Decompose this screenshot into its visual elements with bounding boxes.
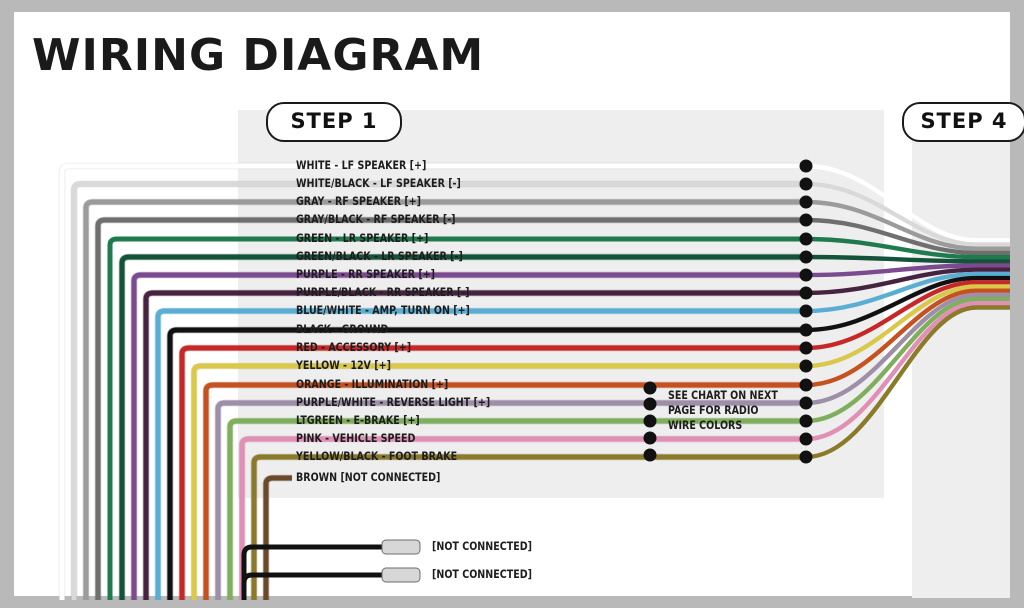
wire-terminal-dot xyxy=(800,379,813,392)
wire-label: PURPLE - RR SPEAKER [+] xyxy=(296,267,436,281)
note-terminal-dot xyxy=(644,382,657,395)
wire-label: GRAY/BLACK - RF SPEAKER [-] xyxy=(296,212,456,226)
wire-terminal-dot xyxy=(800,451,813,464)
connector-plug-icon xyxy=(382,568,420,582)
note-terminal-dot xyxy=(644,398,657,411)
connector-plug-icon xyxy=(382,540,420,554)
wire-label: WHITE/BLACK - LF SPEAKER [-] xyxy=(296,176,461,190)
wire-terminal-dot xyxy=(800,324,813,337)
page-title: WIRING DIAGRAM xyxy=(32,30,485,81)
wire-terminal-dot xyxy=(800,214,813,227)
wire-terminal-dot xyxy=(800,178,813,191)
wire-path-bundle xyxy=(806,308,1010,458)
wire-label: GREEN/BLACK - LR SPEAKER [-] xyxy=(296,249,463,263)
step-1-badge: STEP 1 xyxy=(266,102,402,142)
wire-terminal-dot xyxy=(800,160,813,173)
wire-label: BLUE/WHITE - AMP, TURN ON [+] xyxy=(296,303,470,317)
wire-terminal-dot xyxy=(800,233,813,246)
wire-label: YELLOW - 12V [+] xyxy=(296,358,391,372)
wire-terminal-dot xyxy=(800,269,813,282)
wire-label: WHITE - LF SPEAKER [+] xyxy=(296,158,427,172)
wire-terminal-dot xyxy=(800,433,813,446)
wire-path-outline xyxy=(266,478,292,600)
wire-label: GRAY - RF SPEAKER [+] xyxy=(296,194,422,208)
wire-terminal-dot xyxy=(800,287,813,300)
wire-terminal-dot xyxy=(800,251,813,264)
wire-label: PURPLE/BLACK - RR SPEAKER [-] xyxy=(296,285,470,299)
wire-label: PINK - VEHICLE SPEED xyxy=(296,431,416,445)
not-connected-label: [NOT CONNECTED] xyxy=(432,567,532,581)
wire-terminal-dot xyxy=(800,196,813,209)
note-terminal-dot xyxy=(644,415,657,428)
not-connected-label: [NOT CONNECTED] xyxy=(432,539,532,553)
wire-terminal-dot xyxy=(800,397,813,410)
wire-label: ORANGE - ILLUMINATION [+] xyxy=(296,377,449,391)
wire-label: LTGREEN - E-BRAKE [+] xyxy=(296,413,420,427)
step-4-badge: STEP 4 xyxy=(902,102,1024,142)
wire-terminal-dot xyxy=(800,415,813,428)
note-terminal-dot xyxy=(644,432,657,445)
radio-wire-colors-note: SEE CHART ON NEXT PAGE FOR RADIO WIRE COLORS xyxy=(668,388,778,432)
wire-label: BLACK - GROUND xyxy=(296,322,389,336)
wire-path-bundle xyxy=(806,295,1010,403)
wire-terminal-dot xyxy=(800,305,813,318)
wire-path xyxy=(266,478,292,600)
wire-label: BROWN [NOT CONNECTED] xyxy=(296,470,441,484)
wire-label: RED - ACCESSORY [+] xyxy=(296,340,412,354)
note-terminal-dot xyxy=(644,449,657,462)
wire-terminal-dot xyxy=(800,342,813,355)
wire-label: PURPLE/WHITE - REVERSE LIGHT [+] xyxy=(296,395,491,409)
wire-label: YELLOW/BLACK - FOOT BRAKE xyxy=(296,449,458,463)
wire-terminal-dot xyxy=(800,360,813,373)
wire-label: GREEN - LR SPEAKER [+] xyxy=(296,231,429,245)
